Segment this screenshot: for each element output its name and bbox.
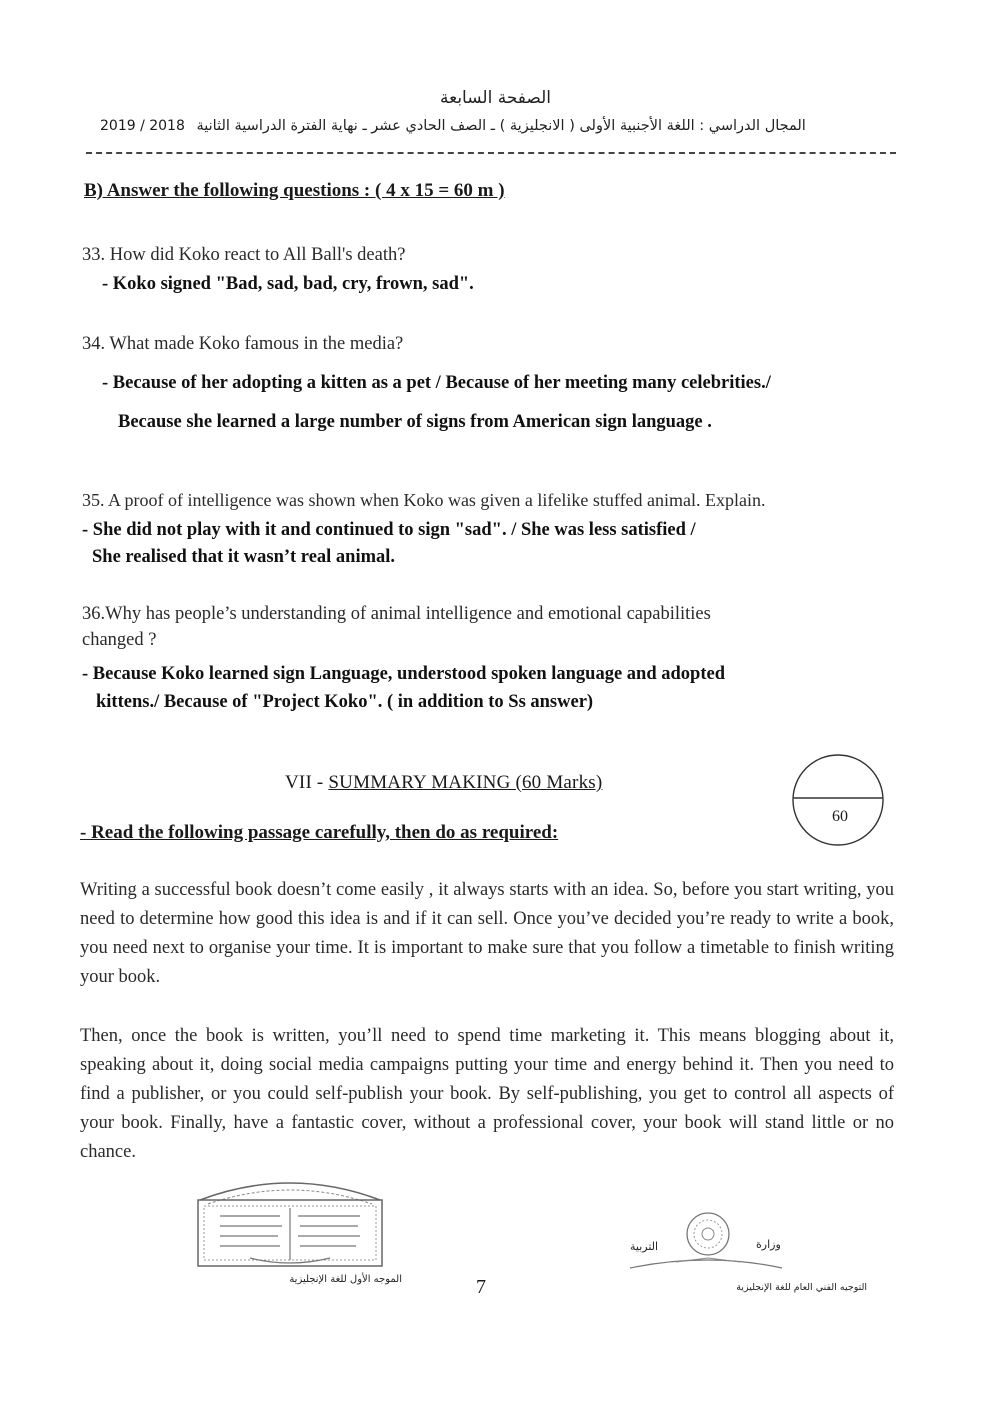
question-35: 35. A proof of intelligence was shown when Koko was given a lifelike stuffed animal. Explain. xyxy=(82,490,766,510)
subject-header-line xyxy=(100,118,900,135)
answer-34-line-2: Because she learned a large number of signs from American sign language . xyxy=(118,412,712,432)
left-stamp-caption: الموجه الأول للغة الإنجليزية xyxy=(289,1274,402,1285)
answer-35-line-2: She realised that it wasn’t real animal. xyxy=(92,547,396,567)
question-34: 34. What made Koko famous in the media? xyxy=(82,334,404,354)
answer-36-line-1: - Because Koko learned sign Language, understood spoken language and adopted xyxy=(82,664,725,684)
summary-section-prefix: VII - xyxy=(285,772,329,793)
ministry-stamp-left-drawing xyxy=(190,1172,390,1272)
answer-33: - Koko signed "Bad, sad, bad, cry, frown, sad". xyxy=(102,274,474,294)
passage-paragraph-1: Writing a successful book doesn’t come easily , it always starts with an idea. So, before you start writing, you need to determine how good this idea is and if it can sell. Once you’ve decided you’re ready to write a book, you need next to organise your time. It is important to make sure that you follow a timetable to finish writing your book. xyxy=(80,880,894,987)
section-b-title: B) Answer the following questions : ( 4 x 15 = 60 m ) xyxy=(84,180,505,201)
question-36-line-2: changed ? xyxy=(82,630,157,650)
subject-description: المجال الدراسي : اللغة الأجنبية الأولى ( الانجليزية ) ـ الصف الحادي عشر ـ نهاية الفترة الدراسية الثانية xyxy=(196,118,806,134)
page-number: 7 xyxy=(476,1276,486,1298)
right-stamp-caption: التوجيه الفني العام للغة الإنجليزية xyxy=(736,1282,867,1293)
header-divider xyxy=(86,152,896,154)
right-stamp-word-1: التربية xyxy=(630,1240,659,1253)
right-stamp-word-2: وزارة xyxy=(756,1238,781,1251)
question-33: 33. How did Koko react to All Ball's death? xyxy=(82,245,406,265)
ministry-stamp-left xyxy=(190,1172,390,1277)
reading-instruction: - Read the following passage carefully, then do as required: xyxy=(80,822,559,843)
answer-34-line-1: - Because of her adopting a kitten as a pet / Because of her meeting many celebrities./ xyxy=(102,373,771,393)
question-36-line-1: 36.Why has people’s understanding of animal intelligence and emotional capabilities xyxy=(82,604,711,624)
score-circle xyxy=(790,752,886,848)
summary-section-heading: SUMMARY MAKING (60 Marks) xyxy=(328,772,603,793)
passage-paragraph-2: Then, once the book is written, you’ll need to spend time marketing it. This means blogging about it, speaking about it, doing social media campaigns putting your time and energy behind it. Then you need to find a publisher, or you could self-publish your book. By self-publishing, you get to control all aspects of your book. Finally, have a fantastic cover, without a professional cover, your book will stand little or no chance. xyxy=(80,1026,894,1162)
score-circle-value: 60 xyxy=(832,808,848,825)
page-title-arabic: الصفحة السابعة xyxy=(440,88,552,108)
answer-35-line-1: - She did not play with it and continued to sign "sad". / She was less satisfied / xyxy=(82,520,696,540)
summary-section-title xyxy=(285,772,602,794)
answer-36-line-2: kittens./ Because of "Project Koko". ( in addition to Ss answer) xyxy=(96,692,594,712)
academic-year: 2019 / 2018 xyxy=(100,118,185,134)
score-circle-drawing xyxy=(790,752,886,848)
